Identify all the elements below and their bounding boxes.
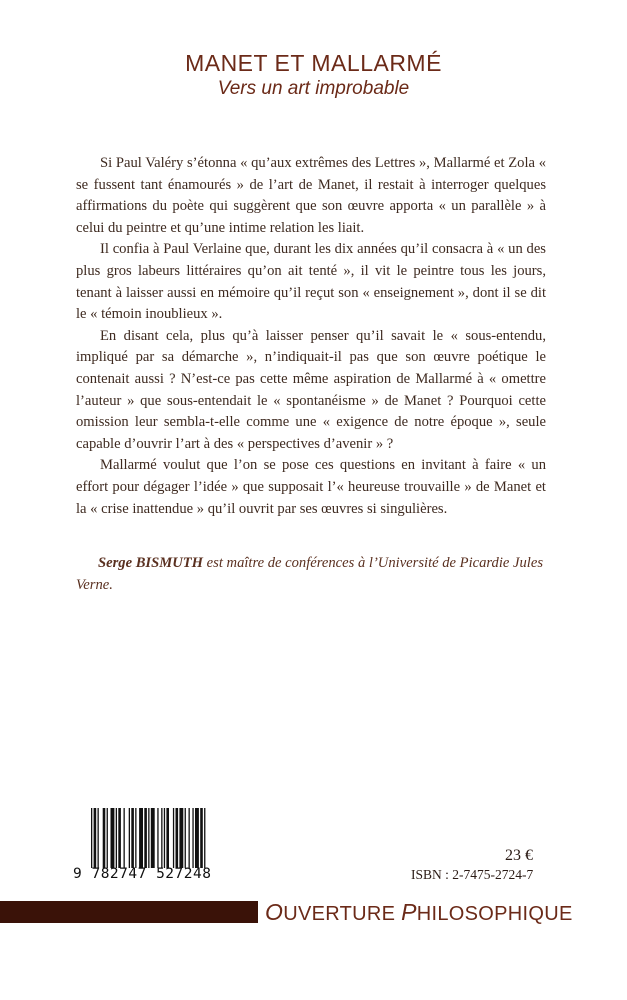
barcode-bar (164, 808, 165, 868)
barcode-number: 9 782747 527248 (73, 866, 212, 882)
barcode-bar (111, 808, 115, 868)
author-name: Serge BISMUTH (98, 555, 204, 571)
barcode-bar (91, 808, 92, 868)
series-initial-o: O (265, 899, 284, 925)
barcode-bar (131, 808, 134, 868)
barcode-bar (192, 808, 193, 868)
blurb-paragraph-1: Si Paul Valéry s’étonna « qu’aux extrêmes des Lettres », Mallarmé et Zola « se fussent tant énamourés » de l’art de Manet, il restait à interroger quelques affirmations du poète qui suggèrent que son œuvre apporta « un parallèle » à celui du peintre et qu’une intime relation les liait. (76, 155, 546, 236)
book-subtitle: Vers un art improbable (217, 78, 410, 99)
series-name (265, 899, 573, 926)
barcode-bar (179, 808, 183, 868)
barcode (73, 808, 268, 885)
barcode-bar (157, 808, 158, 868)
barcode-bar (148, 808, 149, 868)
series-band (0, 901, 258, 923)
isbn: ISBN : 2-7475-2724-7 (411, 867, 534, 882)
barcode-bar (204, 808, 205, 868)
series-word-1: UVERTURE (283, 903, 402, 925)
barcode-bar (116, 808, 117, 868)
blurb-paragraph-4: Mallarmé voulut que l’on se pose ces questions en invitant à faire « un effort pour dégager l’idée » que supposait l’« heureuse trouvaille » de Manet et la « crise inattendue » qu’il ouvrit par ses œuvres si singulières. (76, 457, 546, 517)
barcode-bar (118, 808, 121, 868)
barcode-bar (195, 808, 199, 868)
barcode-bar (176, 808, 179, 868)
barcode-bar (98, 808, 99, 868)
barcode-bar (139, 808, 143, 868)
barcode-bar (189, 808, 190, 868)
barcode-bar (94, 808, 97, 868)
author-description: est maître de conférences à l’Université de Picardie Jules Verne. (76, 555, 544, 593)
barcode-bar (173, 808, 174, 868)
barcode-bar (124, 808, 125, 868)
price: 23 € (505, 847, 533, 864)
blurb-paragraph-3: En disant cela, plus qu’à laisser penser qu’il savait le « sous-entendu, impliqué par sa démarche », n’indiquait-il pas que son œuvre poétique le contenait aussi ? N’est-ce pas cette même aspiration de Mallarmé à « omettre l’auteur » que sous-entendait le « spontanéisme » de Manet ? Pourquoi cette omission leur sembla-t-elle comme une « exigence de notre époque », seule capable d’ouvrir l’art à des « perspectives d’avenir » ? (76, 327, 546, 452)
back-cover-blurb (76, 153, 546, 520)
series-word-2: HILOSOPHIQUE (416, 903, 573, 925)
barcode-bar (161, 808, 162, 868)
barcode-bar (135, 808, 136, 868)
series-initial-p: P (401, 899, 417, 925)
barcode-bar (103, 808, 106, 868)
book-title: MANET ET MALLARMÉ (185, 50, 442, 76)
barcode-bar (107, 808, 108, 868)
barcode-bar (166, 808, 169, 868)
blurb-paragraph-2: Il confia à Paul Verlaine que, durant les dix années qu’il consacra à « un des plus gros labeurs littéraires qu’on ait tenté », il vit le peintre tous les jours, tenant à laisser aussi en mémoire qu’il reçut son « enseignement », dont il se dit le « témoin inoublieux ». (76, 241, 546, 323)
barcode-bars (91, 808, 265, 868)
barcode-bar (151, 808, 155, 868)
barcode-bar (185, 808, 186, 868)
barcode-bar (144, 808, 147, 868)
barcode-bar (200, 808, 203, 868)
author-bio (76, 553, 566, 596)
barcode-bar (129, 808, 130, 868)
